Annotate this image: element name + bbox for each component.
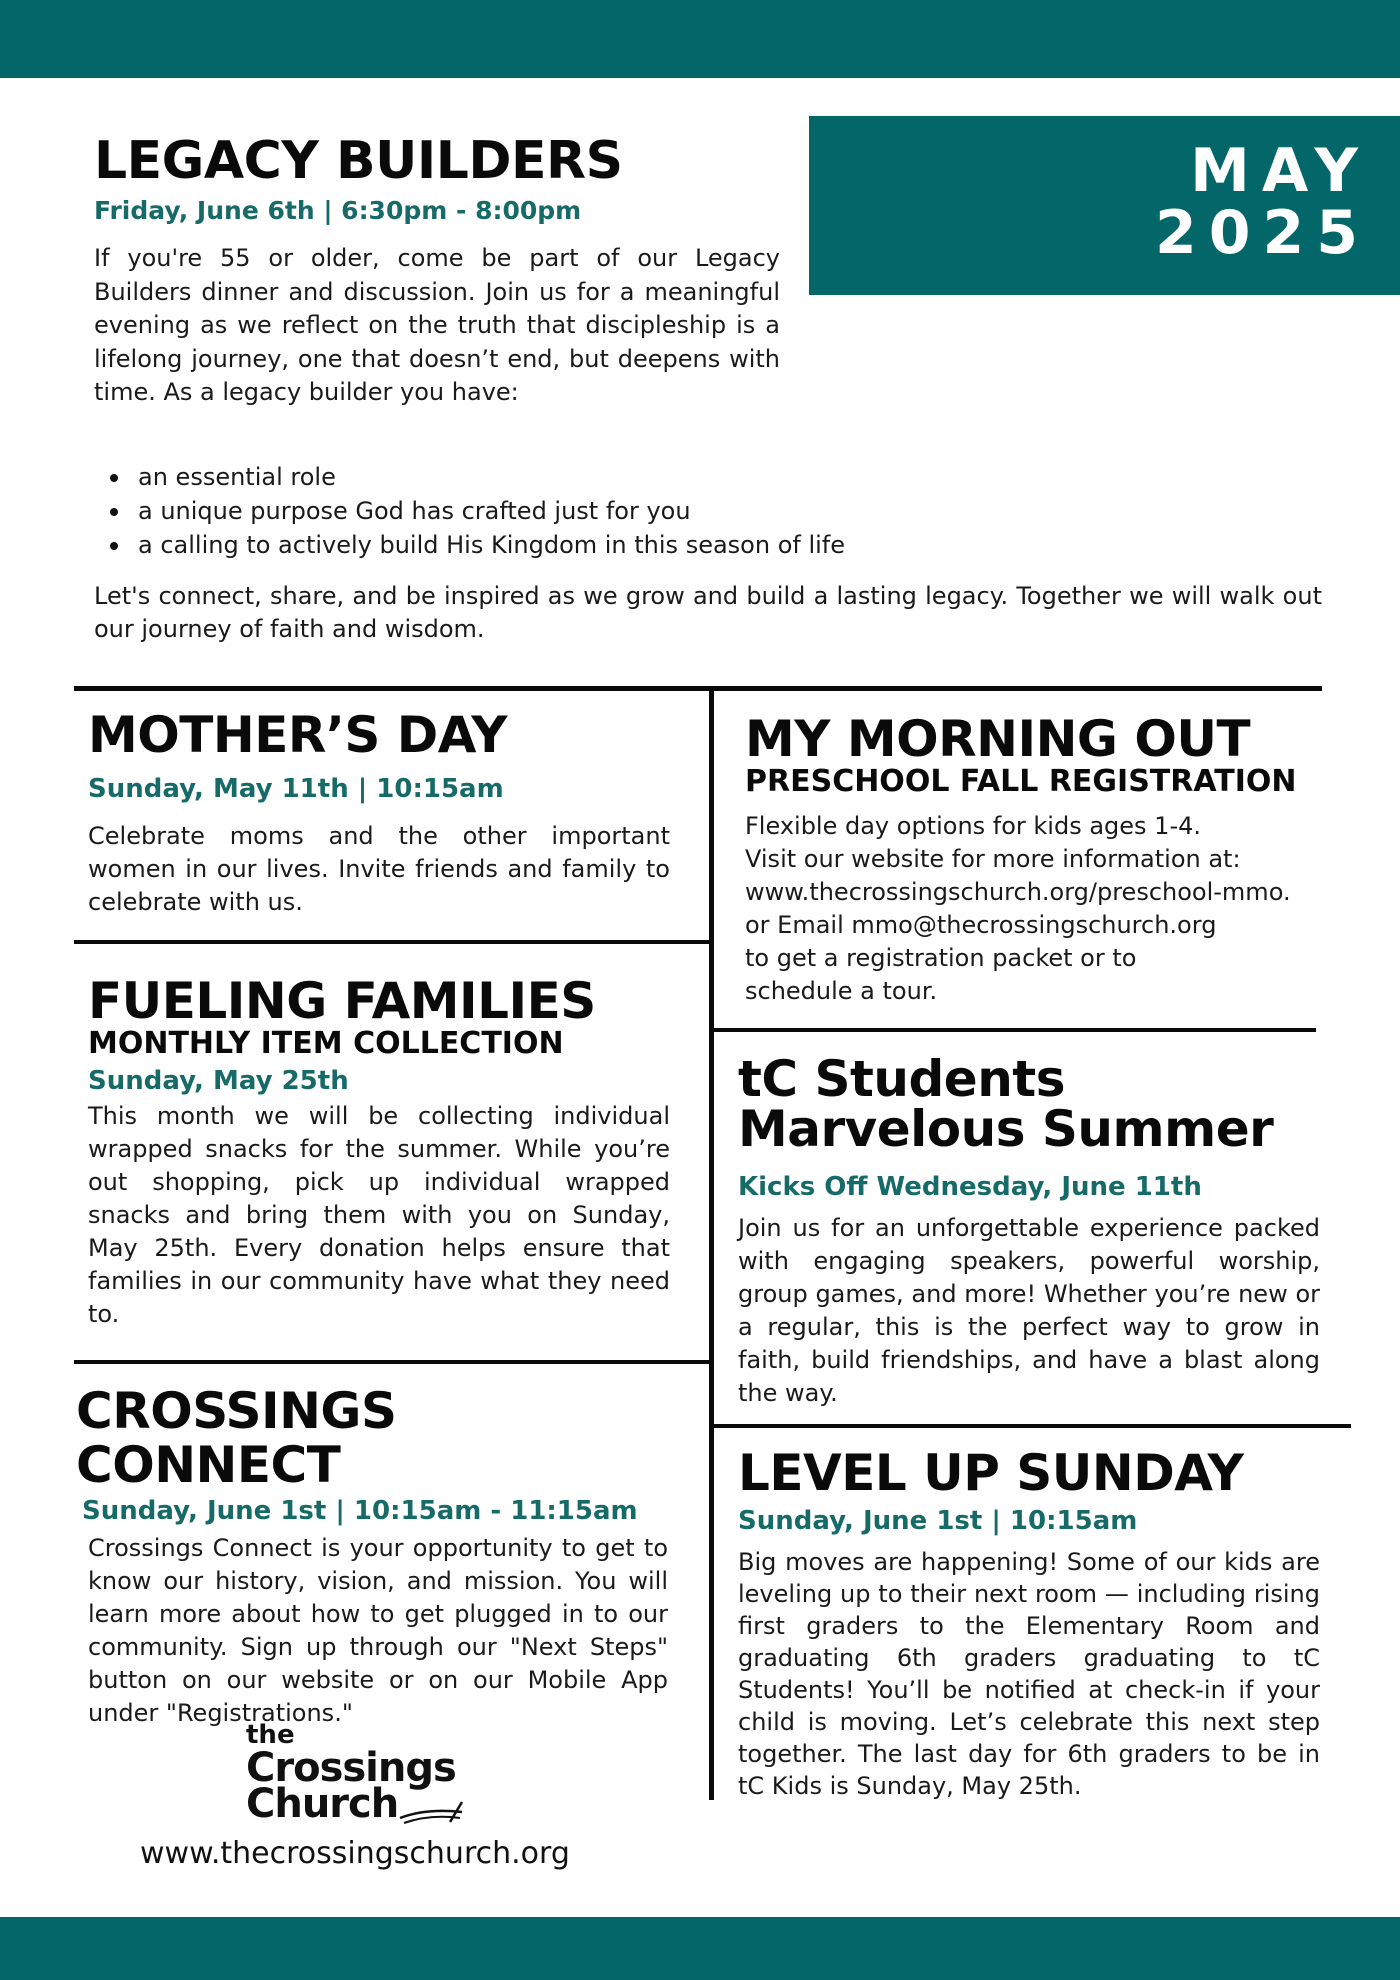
legacy-builders-section — [94, 130, 780, 410]
bottom-banner — [0, 1917, 1400, 1980]
bullet-text: an essential role — [138, 463, 336, 491]
month-name: MAY — [1190, 136, 1370, 206]
year: 2025 — [1155, 198, 1370, 268]
level-up-sunday-section — [738, 1446, 1320, 1802]
mmo-email-link[interactable]: or Email mmo@thecrossingschurch.org — [745, 911, 1217, 939]
levelup-date: Sunday, June 1st | 10:15am — [738, 1506, 1138, 1536]
bullet-icon — [110, 474, 118, 482]
mmo-line: to get a registration packet or to — [745, 944, 1137, 972]
mmo-title: MY MORNING OUT — [745, 710, 1251, 768]
list-item — [106, 528, 845, 562]
students-title-line1: tC Students — [738, 1050, 1065, 1108]
mothers-day-title: MOTHER’S DAY — [88, 706, 507, 764]
divider-left-2 — [74, 1360, 712, 1364]
levelup-title: LEVEL UP SUNDAY — [738, 1444, 1244, 1502]
mmo-line: Flexible day options for kids ages 1-4. — [745, 812, 1202, 840]
website-link[interactable]: www.thecrossingschurch.org — [140, 1836, 570, 1871]
legacy-closing: Let's connect, share, and be inspired as we grow and build a lasting legacy. Together we will walk out our journey of faith and wisdom. — [94, 582, 1322, 643]
students-body: Join us for an unforgettable experience packed with engaging speakers, powerful worship, group games, and more! Whether you’re new or a regular, this is the perfect way to grow in faith, build friendships, and have a blast along the way. — [738, 1214, 1320, 1407]
students-date: Kicks Off Wednesday, June 11th — [738, 1172, 1202, 1202]
logo-crossings: Crossings — [246, 1745, 456, 1791]
divider-right-2 — [714, 1424, 1351, 1428]
legacy-bullet-list — [106, 460, 845, 562]
divider-left-1 — [74, 940, 712, 944]
mmo-body — [745, 810, 1375, 1008]
fueling-families-section — [88, 974, 670, 1331]
list-item — [106, 460, 845, 494]
logo-the: the — [246, 1720, 295, 1750]
church-logo — [246, 1720, 476, 1827]
connect-date: Sunday, June 1st | 10:15am - 11:15am — [82, 1496, 638, 1526]
legacy-body: If you're 55 or older, come be part of our Legacy Builders dinner and discussion. Join us for a meaningful evening as we reflect on the truth that discipleship is a lifelong journey, one that doesn’t end, but deepens with time. As a legacy builder you have: — [94, 244, 780, 406]
fueling-subtitle: MONTHLY ITEM COLLECTION — [88, 1026, 564, 1061]
mmo-line: Visit our website for more information at: — [745, 845, 1241, 873]
top-banner — [0, 0, 1400, 78]
mothers-day-body: Celebrate moms and the other important women in our lives. Invite friends and family to celebrate with us. — [88, 822, 670, 916]
legacy-date: Friday, June 6th | 6:30pm - 8:00pm — [94, 196, 582, 225]
levelup-body: Big moves are happening! Some of our kids are leveling up to their next room — including rising first graders to the Elementary Room and graduating 6th graders graduating to tC Students! You’ll be notified at check-in if your child is moving. Let’s celebrate this next step together. The last day for 6th graders to be in tC Kids is Sunday, May 25th. — [738, 1548, 1320, 1800]
logo-church: Church — [246, 1781, 399, 1827]
fueling-title: FUELING FAMILIES — [88, 972, 596, 1030]
legacy-title: LEGACY BUILDERS — [94, 131, 623, 191]
bullet-icon — [110, 508, 118, 516]
connect-body: Crossings Connect is your opportunity to get to know our history, vision, and mission. You will learn more about how to get plugged in to our community. Sign up through our "Next Steps" button on our website or on our Mobile App under "Registrations." — [88, 1534, 668, 1727]
fueling-body: This month we will be collecting individual wrapped snacks for the summer. While you’re out shopping, pick up individual wrapped snacks and bring them with you on Sunday, May 25th. Every donation helps ensure that families in our community have what they need to. — [88, 1102, 670, 1328]
fueling-date: Sunday, May 25th — [88, 1066, 349, 1096]
month-label — [1155, 136, 1370, 268]
divider-vertical — [709, 688, 714, 1800]
divider-right-1 — [712, 1028, 1316, 1032]
mmo-website-link[interactable]: www.thecrossingschurch.org/preschool-mmo. — [745, 878, 1291, 906]
list-item — [106, 494, 845, 528]
students-title-line2: Marvelous Summer — [738, 1100, 1274, 1158]
connect-title: CROSSINGS CONNECT — [76, 1382, 397, 1494]
mothers-day-section — [88, 708, 670, 919]
bullet-icon — [110, 542, 118, 550]
month-badge — [809, 116, 1400, 295]
mmo-subtitle: PRESCHOOL FALL REGISTRATION — [745, 764, 1297, 799]
tc-students-section — [738, 1050, 1320, 1410]
crossings-connect-section — [76, 1384, 676, 1730]
mmo-line: schedule a tour. — [745, 977, 938, 1005]
my-morning-out-section — [745, 712, 1375, 1008]
bullet-text: a unique purpose God has crafted just for you — [138, 497, 691, 525]
crossings-swoosh-icon — [396, 1798, 466, 1826]
bullet-text: a calling to actively build His Kingdom in this season of life — [138, 531, 846, 559]
mothers-day-date: Sunday, May 11th | 10:15am — [88, 774, 504, 804]
divider-top — [74, 686, 1322, 691]
